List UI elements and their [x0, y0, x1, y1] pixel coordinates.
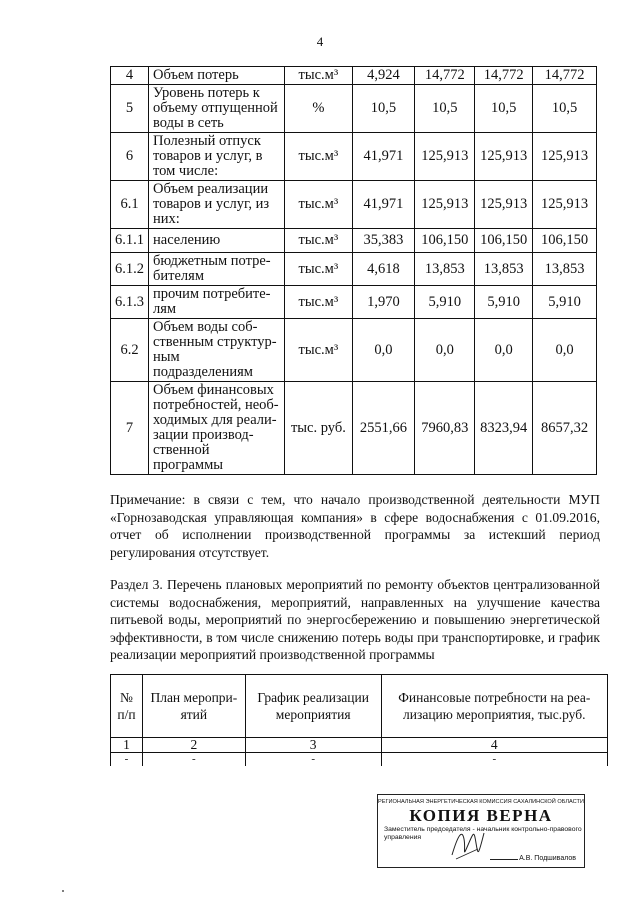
cell-unit: тыс. руб.	[285, 382, 352, 475]
cell-name: Объем воды соб-ственным структур-ным подразделениям	[149, 319, 285, 382]
cell-v3: 106,150	[475, 229, 533, 253]
cell-v1: 41,971	[352, 133, 415, 181]
cell-name: Объем реализации товаров и услуг, из них:	[149, 181, 285, 229]
certified-copy-stamp	[377, 794, 585, 868]
cell-unit: тыс.м³	[285, 67, 352, 85]
cell-v4: 5,910	[533, 286, 597, 319]
cell-v4: 125,913	[533, 133, 597, 181]
plan-header-activities: План меропри-ятий	[142, 675, 245, 738]
table-row	[111, 67, 597, 85]
cell-v2: 13,853	[415, 253, 475, 286]
table-row	[111, 253, 597, 286]
scan-speck	[62, 890, 64, 892]
cell-v2: 125,913	[415, 133, 475, 181]
cell-v1: 35,383	[352, 229, 415, 253]
stamp-signatory-name: А.В. Подшивалов	[519, 855, 576, 862]
cell-v1: 4,618	[352, 253, 415, 286]
cell-v3: 125,913	[475, 133, 533, 181]
cell-v3: 14,772	[475, 67, 533, 85]
cell-v3: 5,910	[475, 286, 533, 319]
cell-unit: тыс.м³	[285, 181, 352, 229]
production-program-table	[110, 66, 597, 475]
cell-num: 5	[111, 85, 149, 133]
plan-table-index-row	[111, 738, 608, 753]
table-row	[111, 229, 597, 253]
cell-name: прочим потребите-лям	[149, 286, 285, 319]
plan-table-data-row	[111, 753, 608, 767]
cell-v1: 4,924	[352, 67, 415, 85]
stamp-organization: РЕГИОНАЛЬНАЯ ЭНЕРГЕТИЧЕСКАЯ КОМИССИЯ САХАЛИНСКОЙ ОБЛАСТИ	[378, 799, 584, 805]
cell-v1: 1,970	[352, 286, 415, 319]
cell-v4: 10,5	[533, 85, 597, 133]
plan-index-cell: 1	[111, 738, 143, 753]
cell-num: 6.1.2	[111, 253, 149, 286]
cell-v2: 7960,83	[415, 382, 475, 475]
cell-v4: 14,772	[533, 67, 597, 85]
plan-header-number: № п/п	[111, 675, 143, 738]
cell-unit: тыс.м³	[285, 253, 352, 286]
cell-name: Уровень потерь к объему отпущенной воды в сеть	[149, 85, 285, 133]
cell-v3: 13,853	[475, 253, 533, 286]
cell-num: 7	[111, 382, 149, 475]
plan-data-cell: -	[111, 753, 143, 767]
table-row	[111, 382, 597, 475]
cell-unit: тыс.м³	[285, 229, 352, 253]
cell-v2: 14,772	[415, 67, 475, 85]
cell-name: Полезный отпуск товаров и услуг, в том числе:	[149, 133, 285, 181]
cell-v2: 10,5	[415, 85, 475, 133]
cell-v3: 125,913	[475, 181, 533, 229]
page-number: 4	[316, 34, 324, 49]
table-row	[111, 181, 597, 229]
cell-name: населению	[149, 229, 285, 253]
cell-unit: %	[285, 85, 352, 133]
signature-line	[490, 859, 518, 860]
cell-v3: 8323,94	[475, 382, 533, 475]
cell-v4: 106,150	[533, 229, 597, 253]
cell-v3: 10,5	[475, 85, 533, 133]
cell-v2: 125,913	[415, 181, 475, 229]
cell-num: 6.1.3	[111, 286, 149, 319]
cell-num: 6.1.1	[111, 229, 149, 253]
table-row	[111, 133, 597, 181]
cell-num: 6.2	[111, 319, 149, 382]
cell-unit: тыс.м³	[285, 319, 352, 382]
table-row	[111, 286, 597, 319]
cell-name: бюджетным потре-бителям	[149, 253, 285, 286]
cell-v1: 10,5	[352, 85, 415, 133]
plan-header-financing: Финансовые потребности на реа-лизацию мероприятия, тыс.руб.	[381, 675, 607, 738]
signature-icon	[448, 825, 488, 863]
cell-v4: 13,853	[533, 253, 597, 286]
plan-index-cell: 4	[381, 738, 607, 753]
plan-table-header-row	[111, 675, 608, 738]
cell-name: Объем потерь	[149, 67, 285, 85]
cell-v2: 5,910	[415, 286, 475, 319]
plan-index-cell: 3	[245, 738, 381, 753]
activities-plan-table	[110, 674, 608, 766]
stamp-position: Заместитель председателя - начальник контрольно-правового управления	[384, 826, 582, 841]
note-paragraph: Примечание: в связи с тем, что начало производственной деятельности МУП «Горнозаводская управляющая компания» в сфере водоснабжения с 01.09.2016, отчет об исполнении производственной программы за истекший период регулирования отсутствует.	[110, 492, 600, 560]
cell-v4: 0,0	[533, 319, 597, 382]
cell-v1: 41,971	[352, 181, 415, 229]
stamp-title: КОПИЯ ВЕРНА	[409, 806, 553, 825]
cell-name: Объем финансовых потребностей, необ-ходимых для реали-зации производ-ственной программы	[149, 382, 285, 475]
cell-num: 6.1	[111, 181, 149, 229]
cell-v4: 125,913	[533, 181, 597, 229]
cell-unit: тыс.м³	[285, 286, 352, 319]
plan-data-cell: -	[245, 753, 381, 767]
cell-v2: 106,150	[415, 229, 475, 253]
cell-num: 6	[111, 133, 149, 181]
plan-data-cell: -	[381, 753, 607, 767]
cell-num: 4	[111, 67, 149, 85]
plan-index-cell: 2	[142, 738, 245, 753]
section-3-heading: Раздел 3. Перечень плановых мероприятий по ремонту объектов централизованной системы водоснабжения, мероприятий, направленных на улучшение качества питьевой воды, мероприятий по энергосбережению и повышению энергетической эффективности, в том числе снижению потерь воды при транспортировке, и график реализации мероприятий производственной программы	[110, 577, 600, 662]
cell-unit: тыс.м³	[285, 133, 352, 181]
cell-v1: 0,0	[352, 319, 415, 382]
cell-v3: 0,0	[475, 319, 533, 382]
plan-data-cell: -	[142, 753, 245, 767]
table-row	[111, 85, 597, 133]
cell-v4: 8657,32	[533, 382, 597, 475]
plan-header-schedule: График реализации мероприятия	[245, 675, 381, 738]
cell-v1: 2551,66	[352, 382, 415, 475]
table-row	[111, 319, 597, 382]
cell-v2: 0,0	[415, 319, 475, 382]
